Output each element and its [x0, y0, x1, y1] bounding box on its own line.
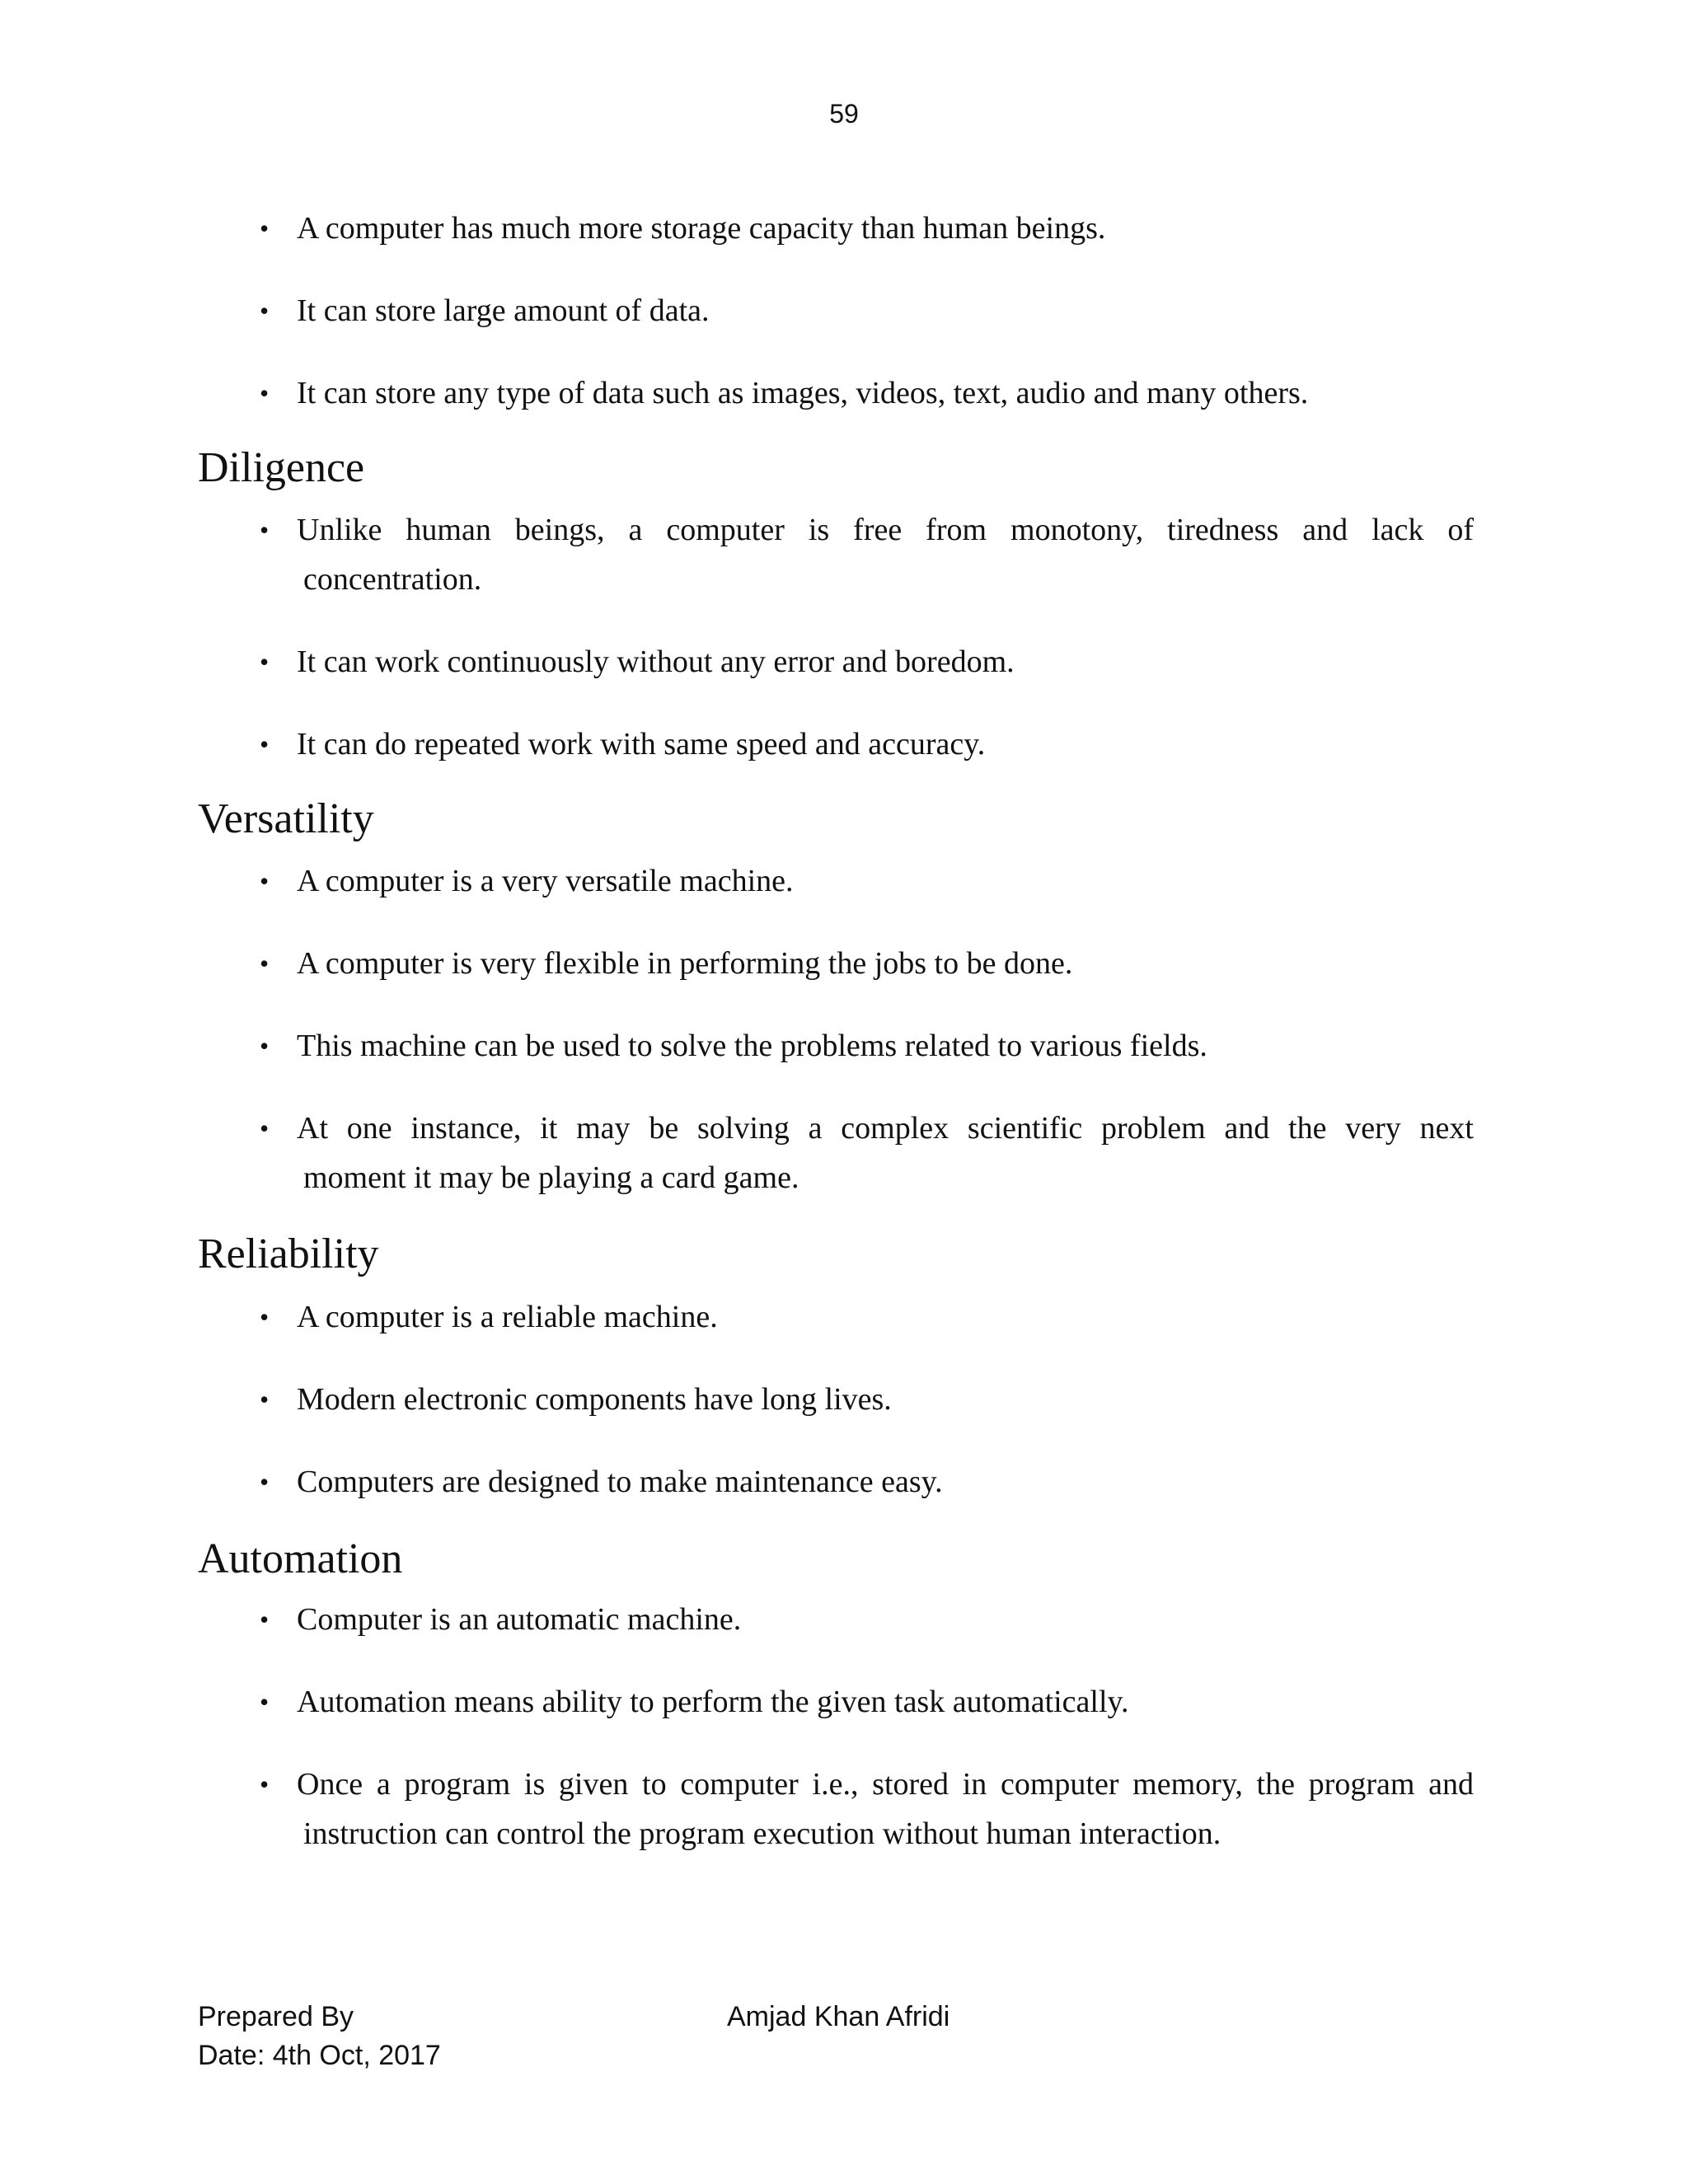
- list-item: • Automation means ability to perform the given task automatically.: [297, 1677, 1474, 1727]
- footer-author: Amjad Khan Afridi: [727, 2001, 950, 2032]
- section-heading-diligence: Diligence: [198, 444, 365, 491]
- bullet-icon: •: [260, 1031, 270, 1061]
- bullet-icon: •: [260, 296, 270, 326]
- section-heading-reliability: Reliability: [198, 1230, 379, 1277]
- list-item: • It can store large amount of data.: [297, 286, 1474, 335]
- list-item: • This machine can be used to solve the problems related to various fields.: [297, 1021, 1474, 1071]
- bullet-icon: •: [260, 729, 270, 759]
- list-item: • Computer is an automatic machine.: [297, 1595, 1474, 1644]
- list-item: • A computer is a very versatile machine.: [297, 856, 1474, 906]
- list-item: • Unlike human beings, a computer is free from monotony, tiredness and lack of concentration.: [297, 505, 1474, 604]
- bullet-icon: •: [260, 1113, 270, 1143]
- bullet-icon: •: [260, 949, 270, 978]
- list-item: • Once a program is given to computer i.e., stored in computer memory, the program and instruction can control the program execution without human interaction.: [297, 1760, 1474, 1858]
- list-item: • It can work continuously without any error and boredom.: [297, 637, 1474, 687]
- list-item: • It can do repeated work with same speed and accuracy.: [297, 719, 1474, 769]
- section-heading-automation: Automation: [198, 1535, 403, 1582]
- bullet-icon: •: [260, 213, 270, 243]
- list-item: • Computers are designed to make maintenance easy.: [297, 1457, 1474, 1507]
- bullet-icon: •: [260, 1769, 270, 1799]
- list-item: • A computer is very flexible in performing the jobs to be done.: [297, 939, 1474, 988]
- bullet-icon: •: [260, 647, 270, 677]
- page-number: 59: [829, 99, 859, 129]
- bullet-icon: •: [260, 866, 270, 896]
- bullet-icon: •: [260, 1687, 270, 1717]
- bullet-icon: •: [260, 515, 270, 545]
- bullet-icon: •: [260, 1385, 270, 1414]
- list-item: • It can store any type of data such as images, videos, text, audio and many others.: [297, 368, 1474, 418]
- bullet-icon: •: [260, 378, 270, 408]
- bullet-icon: •: [260, 1302, 270, 1332]
- bullet-icon: •: [260, 1605, 270, 1634]
- footer-date: Date: 4th Oct, 2017: [198, 2040, 441, 2071]
- bullet-icon: •: [260, 1467, 270, 1497]
- footer-prepared-by: Prepared By: [198, 2001, 354, 2032]
- section-heading-versatility: Versatility: [198, 795, 374, 842]
- list-item: • A computer is a reliable machine.: [297, 1292, 1474, 1342]
- list-item: • Modern electronic components have long lives.: [297, 1375, 1474, 1424]
- list-item: • At one instance, it may be solving a complex scientific problem and the very next moment it may be playing a card game.: [297, 1104, 1474, 1202]
- list-item: • A computer has much more storage capacity than human beings.: [297, 204, 1474, 253]
